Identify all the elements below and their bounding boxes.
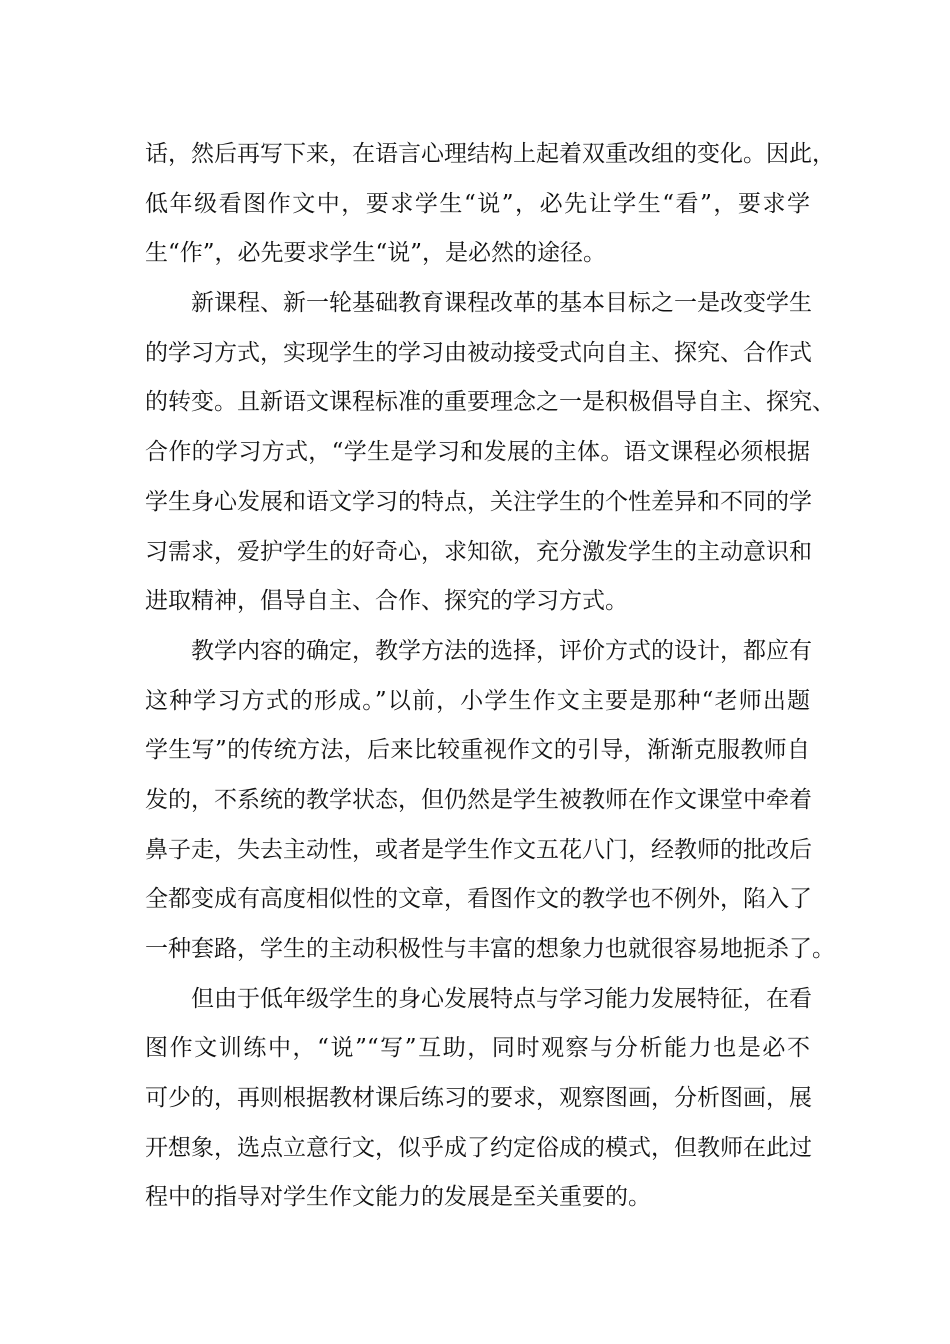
text-line: 进取精神，倡导自主、合作、探究的学习方式。 — [145, 588, 628, 615]
text-line: 的转变。且新语文课程标准的重要理念之一是积极倡导自主、探究、 — [145, 389, 835, 416]
text-line: 学生身心发展和语文学习的特点，关注学生的个性差异和不同的学 — [145, 488, 812, 515]
paragraph-4 — [145, 975, 810, 1223]
text-line: 图作文训练中，“说”“写”互助，同时观察与分析能力也是必不 — [145, 1035, 810, 1062]
text-line: 程中的指导对学生作文能力的发展是至关重要的。 — [145, 1184, 651, 1211]
text-line: 一种套路，学生的主动积极性与丰富的想象力也就很容易地扼杀了。 — [145, 936, 835, 962]
text-line: 发的，不系统的教学状态，但仍然是学生被教师在作文课堂中牵着 — [145, 786, 812, 813]
text-line: 全都变成有高度相似性的文章，看图作文的教学也不例外，陷入了 — [145, 886, 812, 913]
text-line: 生“作”，必先要求学生“说”，是必然的途径。 — [145, 240, 607, 267]
text-line: 合作的学习方式，“学生是学习和发展的主体。语文课程必须根据 — [145, 439, 810, 466]
text-line: 的学习方式，实现学生的学习由被动接受式向自主、探究、合作式 — [145, 339, 812, 366]
text-line: 学生写”的传统方法，后来比较重视作文的引导，渐渐克服教师自 — [145, 737, 810, 764]
text-line: 这种学习方式的形成。”以前，小学生作文主要是那种“老师出题 — [145, 687, 810, 714]
document-body — [145, 130, 835, 1223]
text-line: 新课程、新一轮基础教育课程改革的基本目标之一是改变学生 — [191, 290, 812, 317]
text-line: 话，然后再写下来，在语言心理结构上起着双重改组的变化。因此， — [145, 141, 835, 167]
paragraph-1 — [145, 130, 835, 279]
paragraph-3 — [145, 627, 835, 975]
text-line: 开想象，选点立意行文，似乎成了约定俗成的模式，但教师在此过 — [145, 1134, 812, 1161]
text-line: 低年级看图作文中，要求学生“说”，必先让学生“看”，要求学 — [145, 190, 810, 217]
text-line: 可少的，再则根据教材课后练习的要求，观察图画，分析图画，展 — [145, 1085, 812, 1112]
text-line: 鼻子走，失去主动性，或者是学生作文五花八门，经教师的批改后 — [145, 836, 812, 863]
text-line: 但由于低年级学生的身心发展特点与学习能力发展特征，在看 — [191, 985, 812, 1012]
text-line: 教学内容的确定，教学方法的选择，评价方式的设计，都应有 — [191, 637, 812, 664]
text-line: 习需求，爱护学生的好奇心，求知欲，充分激发学生的主动意识和 — [145, 538, 812, 565]
paragraph-2 — [145, 279, 835, 627]
